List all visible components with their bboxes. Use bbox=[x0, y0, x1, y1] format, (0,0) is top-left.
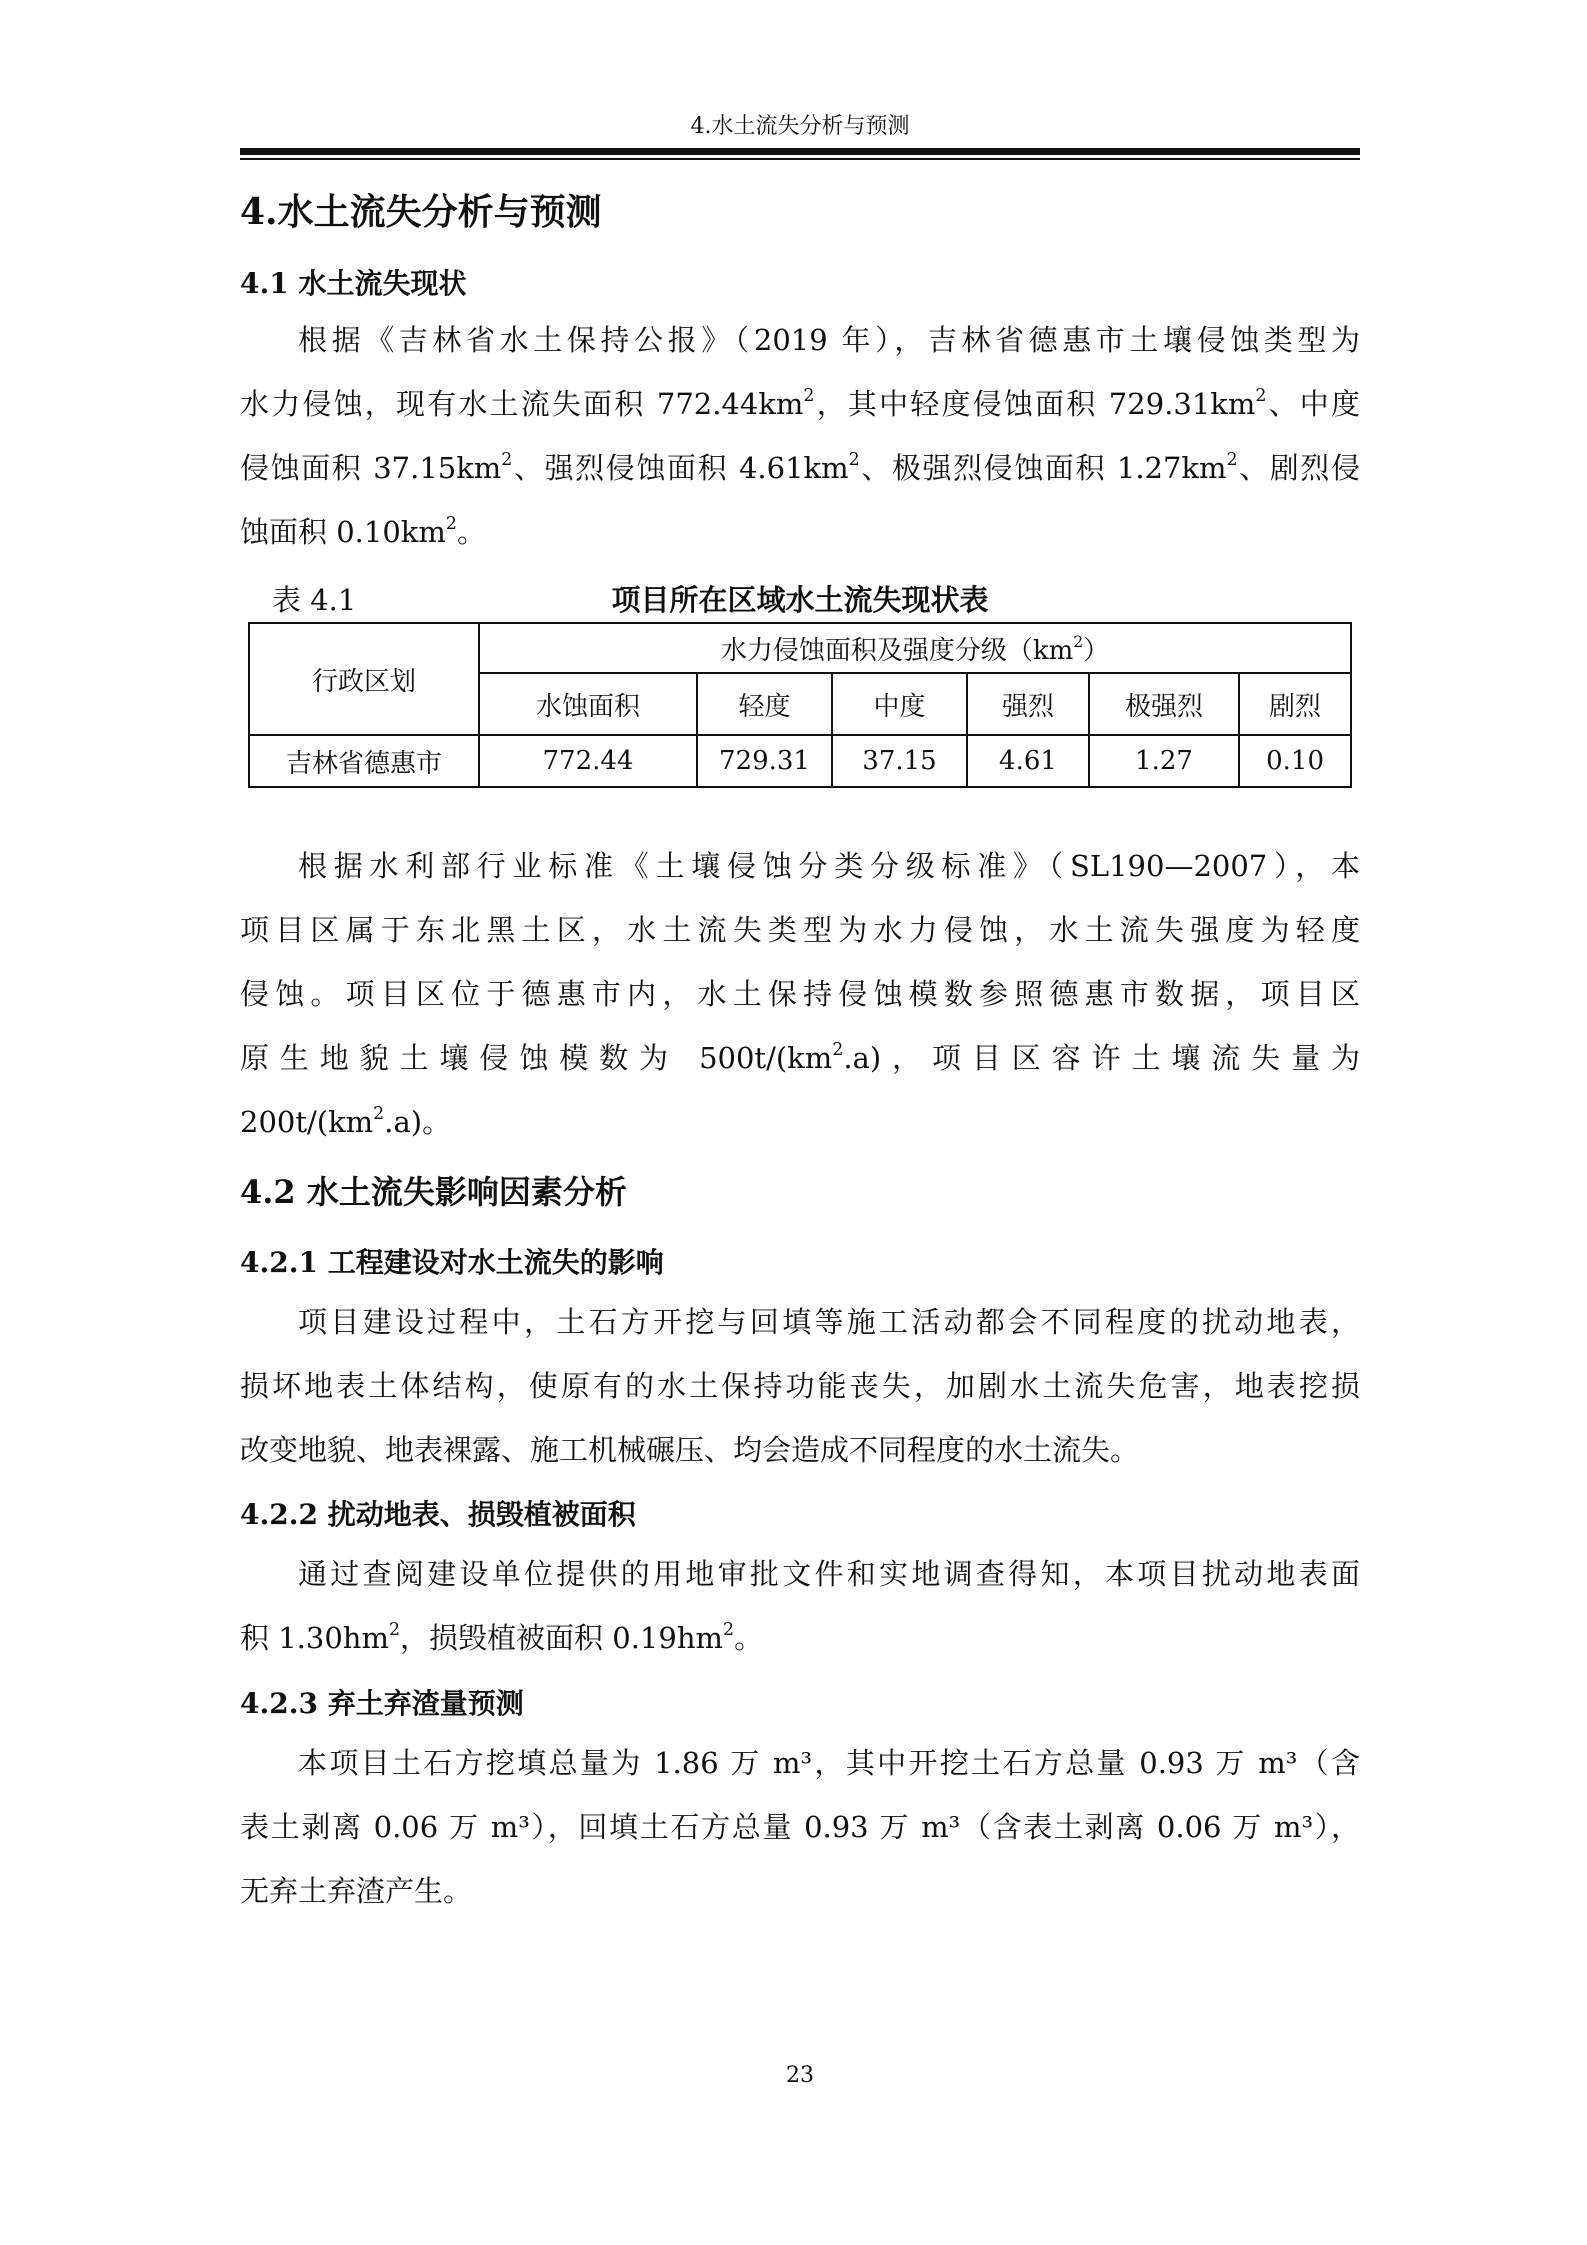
superscript: 2 bbox=[1226, 449, 1238, 470]
table-cell: 729.31 bbox=[697, 735, 832, 787]
text-line bbox=[240, 372, 1360, 436]
text-line bbox=[240, 500, 1360, 564]
superscript: 2 bbox=[723, 1619, 735, 1640]
table-cell-region: 吉林省德惠市 bbox=[249, 735, 479, 787]
text-run: 。 bbox=[456, 515, 486, 549]
text-line bbox=[240, 1026, 1360, 1090]
text-run: ） bbox=[1083, 635, 1110, 666]
superscript: 2 bbox=[388, 1619, 401, 1640]
text-run: 。 bbox=[734, 1621, 764, 1655]
superscript: 2 bbox=[1255, 385, 1267, 406]
superscript: 2 bbox=[848, 449, 860, 470]
header-cell-group bbox=[479, 623, 1351, 673]
superscript: 2 bbox=[1073, 632, 1084, 651]
section-heading-4-2: 4.2 水土流失影响因素分析 bbox=[240, 1173, 627, 1211]
table-row bbox=[249, 735, 1351, 787]
text-line bbox=[240, 1090, 1360, 1154]
table-header-row bbox=[249, 623, 1351, 673]
text-run: 200t/(km bbox=[240, 1105, 374, 1139]
text-line: 项目区属于东北黑土区，水土流失类型为水力侵蚀，水土流失强度为轻度 bbox=[240, 913, 1360, 947]
text-line bbox=[240, 1606, 1360, 1670]
paragraph-spoil-forecast bbox=[240, 1731, 1360, 1923]
paragraph-erosion-status bbox=[240, 308, 1360, 564]
superscript: 2 bbox=[832, 1039, 844, 1060]
text-run: 、强烈侵蚀面积 4.61km bbox=[512, 451, 849, 485]
page-number: 23 bbox=[786, 2063, 814, 2088]
text-run: 水力侵蚀，现有水土流失面积 772.44km bbox=[240, 387, 804, 421]
table-cell: 1.27 bbox=[1089, 735, 1239, 787]
paragraph-construction-impact bbox=[240, 1290, 1360, 1482]
text-run: 、中度 bbox=[1266, 387, 1360, 421]
text-run: .a)。 bbox=[384, 1105, 452, 1139]
text-line: 根据《吉林省水土保持公报》（2019 年），吉林省德惠市土壤侵蚀类型为 bbox=[298, 323, 1360, 357]
text-line: 表土剥离 0.06 万 m³），回填土石方总量 0.93 万 m³（含表土剥离 0.06 万 m³）， bbox=[240, 1810, 1360, 1844]
text-run: 侵蚀面积 37.15km bbox=[240, 451, 502, 485]
superscript: 2 bbox=[373, 1103, 385, 1124]
erosion-status-table bbox=[248, 622, 1352, 788]
text-line: 侵蚀。项目区位于德惠市内，水土保持侵蚀模数参照德惠市数据，项目区 bbox=[240, 977, 1360, 1011]
text-line: 损坏地表土体结构，使原有的水土保持功能丧失，加剧水土流失危害，地表挖损 bbox=[240, 1369, 1360, 1403]
text-line: 通过查阅建设单位提供的用地审批文件和实地调查得知，本项目扰动地表面 bbox=[298, 1557, 1360, 1591]
header-cell-region: 行政区划 bbox=[249, 623, 479, 735]
section-heading-4-2-1: 4.2.1 工程建设对水土流失的影响 bbox=[240, 1246, 664, 1279]
text-run: ，损毁植被面积 0.19hm bbox=[400, 1621, 724, 1655]
superscript: 2 bbox=[445, 513, 457, 534]
header-cell: 极强烈 bbox=[1089, 673, 1239, 735]
table-number: 表 4.1 bbox=[272, 583, 357, 617]
superscript: 2 bbox=[501, 449, 513, 470]
text-line bbox=[240, 436, 1360, 500]
superscript: 2 bbox=[803, 385, 815, 406]
header-rule-thin bbox=[240, 158, 1360, 160]
header-rule-thick bbox=[240, 148, 1360, 155]
table-cell: 4.61 bbox=[967, 735, 1089, 787]
text-run: 、极强烈侵蚀面积 1.27km bbox=[859, 451, 1227, 485]
table-title: 项目所在区域水土流失现状表 bbox=[611, 583, 989, 617]
section-heading-4-1: 4.1 水土流失现状 bbox=[240, 267, 467, 300]
text-run: 积 1.30hm bbox=[240, 1621, 389, 1655]
header-cell: 轻度 bbox=[697, 673, 832, 735]
header-cell: 剧烈 bbox=[1239, 673, 1351, 735]
paragraph-erosion-standard bbox=[240, 834, 1360, 1154]
section-heading-4-2-2: 4.2.2 扰动地表、损毁植被面积 bbox=[240, 1498, 636, 1531]
paragraph-disturbed-area bbox=[240, 1542, 1360, 1670]
table-cell: 37.15 bbox=[832, 735, 967, 787]
table-cell: 0.10 bbox=[1239, 735, 1351, 787]
section-heading-4-2-3: 4.2.3 弃土弃渣量预测 bbox=[240, 1687, 524, 1720]
text-line: 本项目土石方挖填总量为 1.86 万 m³，其中开挖土石方总量 0.93 万 m³（含 bbox=[298, 1746, 1360, 1780]
text-line: 改变地貌、地表裸露、施工机械碾压、均会造成不同程度的水土流失。 bbox=[240, 1433, 1140, 1467]
text-run: ，其中轻度侵蚀面积 729.31km bbox=[814, 387, 1256, 421]
text-line: 根据水利部行业标准《土壤侵蚀分类分级标准》（SL190—2007），本 bbox=[298, 849, 1360, 883]
header-cell: 中度 bbox=[832, 673, 967, 735]
text-run: .a)，项目区容许土壤流失量为 bbox=[843, 1041, 1360, 1075]
running-header: 4.水土流失分析与预测 bbox=[690, 114, 910, 139]
text-run: 、剧烈侵 bbox=[1237, 451, 1360, 485]
text-run: 蚀面积 0.10km bbox=[240, 515, 446, 549]
text-line: 无弃土弃渣产生。 bbox=[240, 1874, 473, 1908]
text-run: 水力侵蚀面积及强度分级（km bbox=[720, 635, 1074, 666]
text-run: 原生地貌土壤侵蚀模数为 500t/(km bbox=[240, 1041, 833, 1075]
header-cell: 水蚀面积 bbox=[479, 673, 697, 735]
header-cell: 强烈 bbox=[967, 673, 1089, 735]
document-page bbox=[240, 0, 1360, 2245]
table-caption bbox=[240, 580, 1360, 620]
text-line: 项目建设过程中，土石方开挖与回填等施工活动都会不同程度的扰动地表， bbox=[298, 1305, 1360, 1339]
chapter-heading: 4.水土流失分析与预测 bbox=[240, 191, 602, 233]
table-cell: 772.44 bbox=[479, 735, 697, 787]
